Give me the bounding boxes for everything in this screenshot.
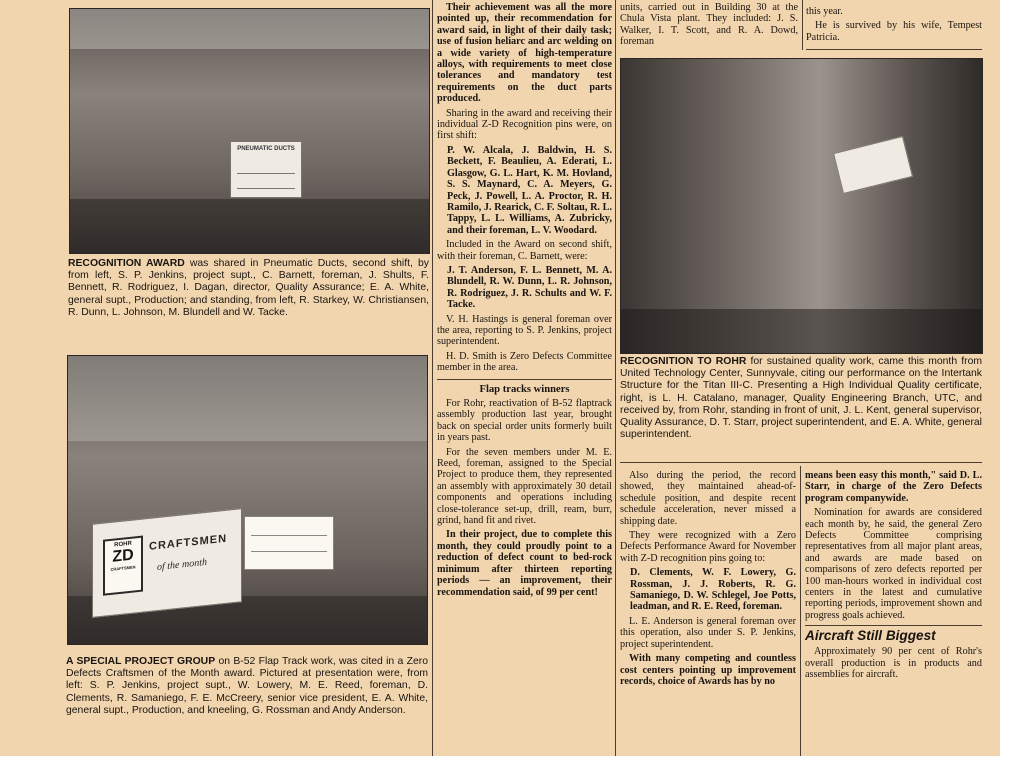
paragraph: Approximately 90 per cent of Rohr's overall production is in products and assemblies for aircraft.: [805, 646, 982, 681]
sign-main-text: CRAFTSMEN: [149, 532, 228, 553]
subheading: Flap tracks winners: [479, 383, 570, 395]
paragraph: For the seven members under M. E. Reed, foreman, assigned to the Special Project to produce them, they represented an assembly with approximately 30 detail components and operations including close-tolerance set-up, drill, ream, burr, grind, hand fit and rivet.: [437, 446, 612, 527]
article-column-middle: [437, 2, 612, 601]
paragraph: They were recognized with a Zero Defects Performance Award for November with Z-D recognition pins going to:: [620, 530, 796, 564]
sign-text: PNEUMATIC DUCTS: [237, 146, 295, 152]
sign-sub-text: of the month: [157, 556, 207, 574]
name-list: P. W. Alcala, J. Baldwin, H. S. Beckett, F. Beaulieu, A. Ederati, L. Glasgow, G. L. Hart, K. M. Hovland, S. S. Maynard, C. A. Meyers, G. Peck, J. Powell, L. A. Proctor, R. H. Ramilo, J. Rearick, C. F. Soltau, R. L. Tappy, L. L. Williams, A. Zubricky, and their foreman, L. V. Woodard.: [447, 144, 612, 236]
paragraph: L. E. Anderson is general foreman over this operation, also under S. P. Jenkins, project superintendent.: [620, 615, 796, 650]
section-rule: [437, 379, 612, 380]
article-column-top-a: [620, 2, 798, 51]
article-column-top-b: [806, 6, 982, 46]
chart-board: [244, 516, 334, 570]
paragraph: He is survived by his wife, Tempest Patricia.: [806, 20, 982, 43]
column-rule: [615, 0, 616, 756]
caption-text: for sustained quality work, came this month from United Technology Center, Sunnyvale, citing our performance on the Intertank Structure for the Titan III-C. Presenting a High Individual Quality certificate, right, is L. H. Catalano, manager, Quality Engineering Branch, UTC, and received by, from Rohr, standing in front of unit, J. L. Kent, general supervisor, Quality Assurance, D. T. Starr, project superintendent, and E. A. White, general superintendent.: [620, 356, 982, 441]
caption-flap-track: [66, 656, 428, 717]
zd-logo: ROHR ZD CRAFTSMEN: [103, 536, 143, 596]
paragraph: With many competing and countless cost centers pointing up improvement records, choice of Awards has by no: [620, 653, 796, 687]
paragraph: Nomination for awards are considered each month by, he said, the general Zero Defects Committee comprising representatives from all major plant areas, and awards are made based on comparisons of zero defects reported per 100 man-hours worked in individual cost centers in the latest and cumulative reporting periods, improvement shown and progress goals achieved.: [805, 507, 982, 621]
paragraph: For Rohr, reactivation of B-52 flaptrack assembly production last year, brought back on special order units formerly built in years past.: [437, 398, 612, 444]
paragraph: Included in the Award on second shift, with their foreman, C. Barnett, were:: [437, 239, 612, 262]
paragraph: this year.: [806, 6, 843, 17]
paragraph: Their achievement was all the more pointed up, their recommendation for award said, in light of their daily task; use of fusion heliarc and arc welding on a wide variety of high-temperature alloys, with requirements to meet close tolerances and mandatory test requirements on the duct parts produced.: [437, 2, 612, 105]
column-rule: [432, 0, 433, 756]
article-column-bottom-b: [805, 470, 982, 684]
paragraph: In their project, due to complete this month, they could proudly point to a reduction of defect count to bed-rock minimum after thirteen reporting periods — an improvement, their recommendation said, of 99 per cent!: [437, 529, 612, 598]
photo-pneumatic-ducts-group: [69, 8, 430, 254]
caption-text: was shared in Pneumatic Ducts, second shift, by from left, S. P. Jenkins, project supt., C. Barnett, foreman, J. Shults, F. Bennett, R. Rodriguez, I. Dagan, director, Quality Assurance; E. A. White, general supt., Production; and standing, from left, R. Starkey, W. Christiansen, R. Dunn, L. Johnson, M. Blundell and W. Tacke.: [68, 258, 429, 318]
subheading: Aircraft Still Biggest: [805, 628, 936, 644]
photo-rohr-recognition: [620, 58, 983, 354]
paragraph: Also during the period, the record showed, they maintained ahead-of-schedule position, and despite recent schedule acceleration, never missed a shipping date.: [620, 470, 796, 527]
column-rule: [802, 0, 803, 50]
paragraph: means been easy this month," said D. L. Starr, in charge of the Zero Defects program companywide.: [805, 470, 982, 504]
craftsmen-sign: [92, 508, 242, 618]
photo-flap-track-group: [67, 355, 428, 645]
article-column-bottom-a: [620, 470, 796, 690]
column-rule: [800, 466, 801, 756]
paragraph: units, carried out in Building 30 at the Chula Vista plant. They included: J. S. Walker, I. T. Scott, and R. A. Dowd, foreman: [620, 2, 798, 48]
award-sign: [230, 141, 302, 198]
caption-rohr-recognition: [620, 356, 982, 441]
certificate: [833, 136, 913, 194]
paragraph: H. D. Smith is Zero Defects Committee member in the area.: [437, 350, 612, 374]
caption-lead: RECOGNITION AWARD: [68, 258, 185, 269]
caption-pneumatic-award: [68, 258, 429, 319]
paragraph: V. H. Hastings is general foreman over the area, reporting to S. P. Jenkins, project superintendent.: [437, 313, 612, 348]
caption-lead: RECOGNITION TO ROHR: [620, 356, 747, 367]
name-list: D. Clements, W. F. Lowery, G. Rossman, J. J. Roberts, R. G. Samaniego, D. W. Schlegel, Joe Potts, leadman, and R. E. Reed, foreman.: [630, 567, 796, 613]
name-list: J. T. Anderson, F. L. Bennett, M. A. Blundell, R. W. Dunn, L. R. Johnson, R. Rodriguez, J. R. Schults and W. F. Tacke.: [447, 264, 612, 311]
paragraph: Sharing in the award and receiving their individual Z-D Recognition pins were, on first shift:: [437, 107, 612, 142]
section-rule: [620, 462, 982, 463]
caption-lead: A SPECIAL PROJECT GROUP: [66, 656, 216, 667]
section-rule: [806, 49, 982, 50]
section-rule: [805, 625, 982, 626]
caption-text: on B-52 Flap Track work, was cited in a Zero Defects Craftsmen of the Month award. Pictured at presentation were, from left: S. P. Jenkins, project supt., W. Lowery, M. E. Reed, foreman, D. Clements, R. Samaniego, F. E. McCreery, senior vice president, E. A. White, general supt., Production, and kneeling, G. Rossman and Andy Anderson.: [66, 656, 428, 716]
